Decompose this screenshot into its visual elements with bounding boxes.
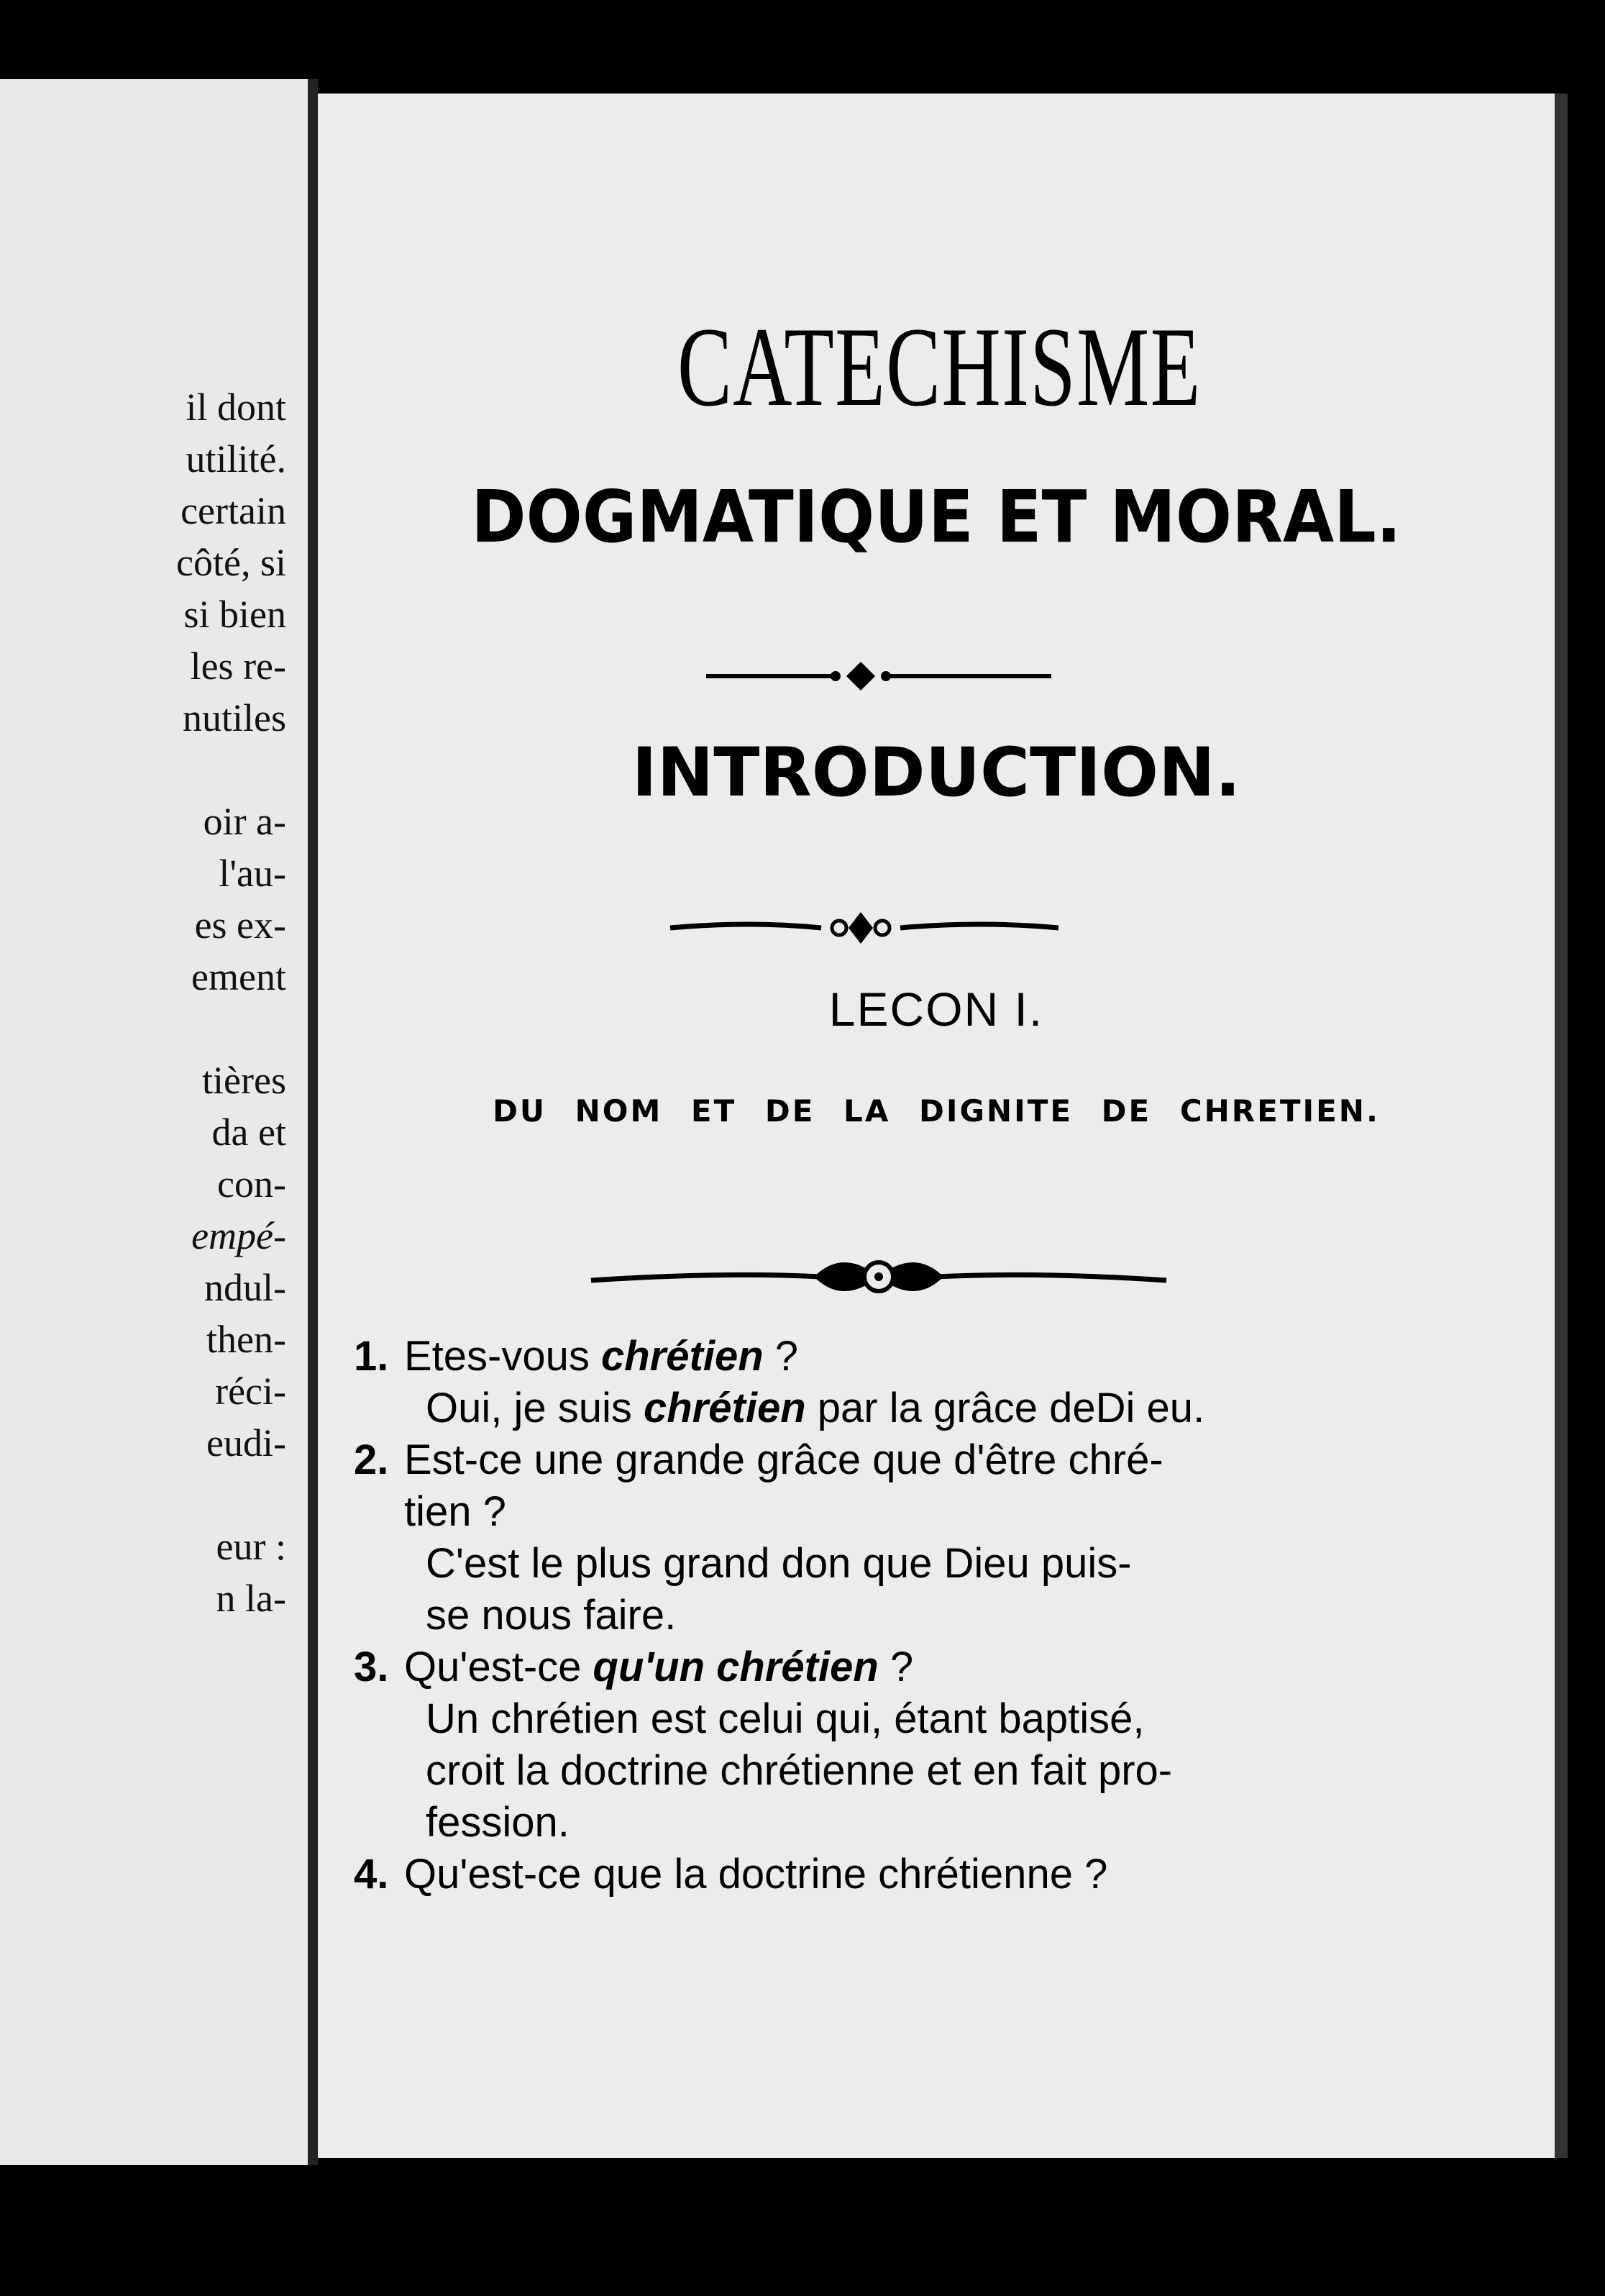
left-page-line: l'au- bbox=[219, 852, 286, 895]
left-page-line: certain bbox=[180, 489, 286, 532]
page-subtitle: DOGMATIQUE ET MORAL. bbox=[471, 475, 1401, 559]
question-line: Qu'est-ce que la doctrine chrétienne ? bbox=[404, 1851, 1108, 1898]
left-page-line: réci- bbox=[215, 1370, 286, 1413]
lesson-number: LECON I. bbox=[828, 983, 1044, 1036]
left-page-line: empé- bbox=[191, 1214, 286, 1257]
book-gutter bbox=[308, 79, 318, 2165]
text-span: qu'un chrétien bbox=[593, 1644, 879, 1690]
left-page-line: oir a- bbox=[203, 800, 286, 843]
answer bbox=[361, 1538, 1382, 1641]
question-number: 1. bbox=[354, 1333, 389, 1380]
left-page-line: tières bbox=[202, 1059, 286, 1102]
left-page-line: ement bbox=[191, 955, 286, 998]
question-number: 3. bbox=[354, 1644, 389, 1690]
text-span: Oui, je suis bbox=[426, 1385, 644, 1431]
question-answer-list bbox=[354, 1331, 1382, 1900]
left-page-line: eudi- bbox=[206, 1421, 286, 1464]
answer-line: croit la doctrine chrétienne et en fait pro- bbox=[426, 1747, 1173, 1794]
left-page-line: con- bbox=[217, 1162, 286, 1206]
left-page-line: il dont bbox=[186, 386, 286, 429]
left-page-line: utilité. bbox=[186, 437, 286, 480]
question-number: 4. bbox=[354, 1851, 389, 1898]
left-page-line: then- bbox=[206, 1318, 286, 1361]
ornament-divider-2 bbox=[318, 906, 1555, 949]
text-span: Etes-vous bbox=[404, 1333, 601, 1380]
left-page-line: da et bbox=[211, 1111, 286, 1154]
question-line: Est-ce une grande grâce que d'être chré- bbox=[404, 1436, 1163, 1483]
left-page-line: n la- bbox=[216, 1577, 286, 1620]
left-page-text bbox=[0, 381, 286, 1624]
text-span: ? bbox=[878, 1644, 914, 1690]
page-title: CATECHISME bbox=[677, 304, 1202, 430]
answer bbox=[361, 1693, 1382, 1849]
question-line bbox=[404, 1641, 1382, 1693]
question bbox=[354, 1434, 1382, 1538]
text-span: chrétien bbox=[601, 1333, 764, 1380]
answer-line: C'est le plus grand don que Dieu puis- bbox=[426, 1540, 1132, 1587]
text-span: chrétien bbox=[644, 1385, 806, 1431]
lesson-title: DU NOM ET DE LA DIGNITE DE CHRETIEN. bbox=[493, 1093, 1380, 1129]
left-page-line: les re- bbox=[190, 644, 286, 688]
answer-line: fession. bbox=[426, 1799, 570, 1846]
left-facing-page bbox=[0, 79, 308, 2165]
left-page-line: côté, si bbox=[176, 541, 286, 584]
left-page-line bbox=[0, 1003, 286, 1054]
left-page-line: eur : bbox=[216, 1525, 286, 1568]
left-page-line: si bien bbox=[183, 593, 286, 636]
question-line: tien ? bbox=[404, 1488, 506, 1535]
section-heading: INTRODUCTION. bbox=[631, 734, 1241, 812]
text-span: Qu'est-ce bbox=[404, 1644, 593, 1690]
answer bbox=[361, 1382, 1382, 1434]
left-page-line bbox=[0, 1469, 286, 1521]
question-line bbox=[404, 1331, 1382, 1382]
question bbox=[354, 1641, 1382, 1693]
text-span: ? bbox=[763, 1333, 799, 1380]
question bbox=[354, 1849, 1382, 1900]
answer-line bbox=[426, 1382, 1382, 1434]
ornament-divider-1 bbox=[318, 655, 1555, 698]
ornament-divider-3 bbox=[318, 1244, 1555, 1309]
left-page-line bbox=[0, 744, 286, 796]
question-number: 2. bbox=[354, 1436, 389, 1483]
question bbox=[354, 1331, 1382, 1382]
answer-line: Un chrétien est celui qui, étant baptisé, bbox=[426, 1695, 1145, 1742]
text-span: par la grâce deDi eu. bbox=[805, 1385, 1205, 1431]
left-page-line: nutiles bbox=[183, 696, 286, 739]
left-page-line: es ex- bbox=[194, 903, 286, 947]
answer-line: se nous faire. bbox=[426, 1592, 677, 1639]
left-page-line: ndul- bbox=[204, 1266, 286, 1309]
